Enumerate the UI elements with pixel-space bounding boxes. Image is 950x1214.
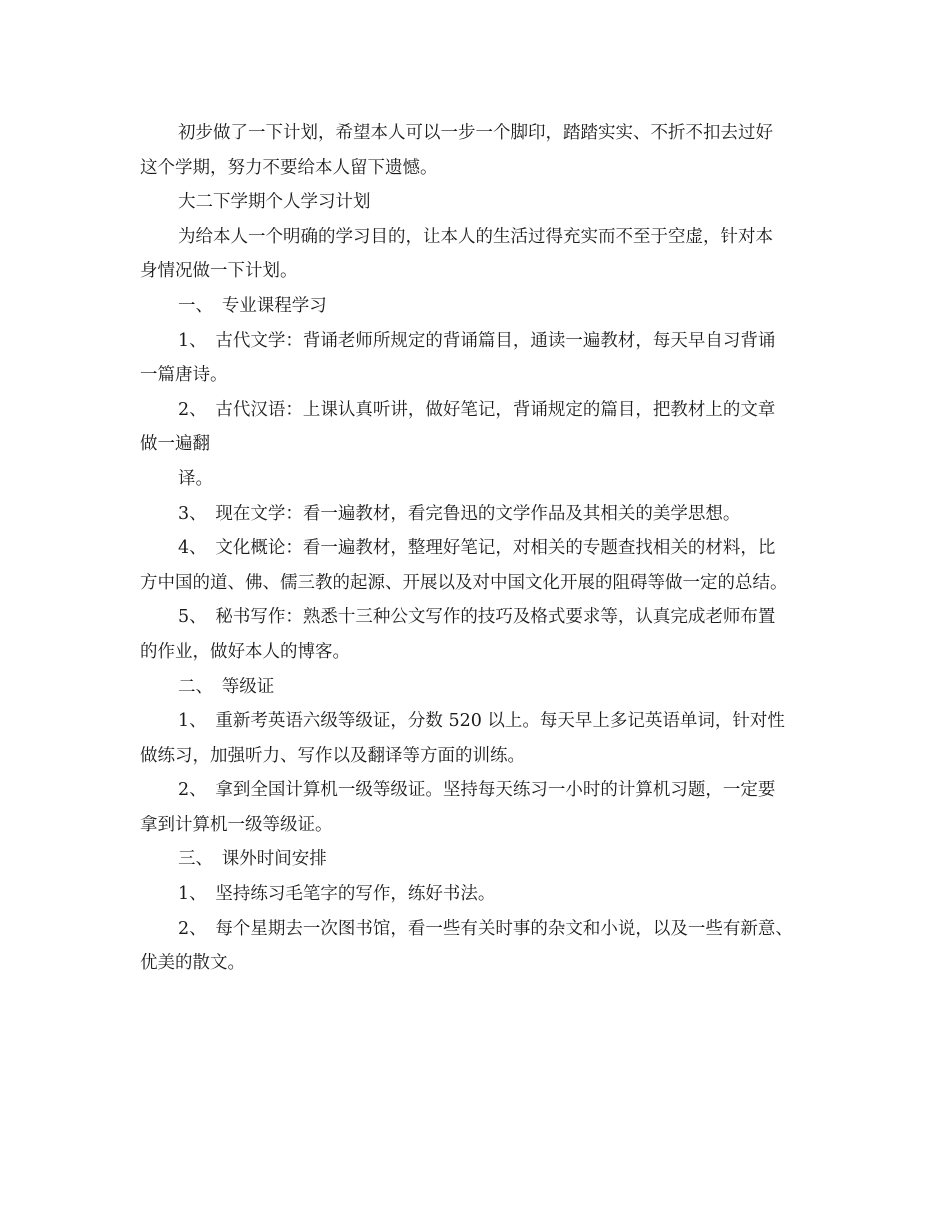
list-item: 1、 古代文学：背诵老师所规定的背诵篇目，通读一遍教材，每天早自习背诵 bbox=[178, 330, 776, 351]
list-item: 2、 古代汉语：上课认真听讲，做好笔记，背诵规定的篇目，把教材上的文章 bbox=[178, 399, 776, 420]
list-item-continuation: 一篇唐诗。 bbox=[140, 365, 228, 386]
list-item-continuation: 拿到计算机一级等级证。 bbox=[140, 814, 333, 835]
list-item-continuation: 优美的散文。 bbox=[140, 953, 245, 974]
document-title: 大二下学期个人学习计划 bbox=[178, 192, 371, 213]
list-item: 2、 每个星期去一次图书馆，看一些有关时事的杂文和小说，以及一些有新意、 bbox=[178, 918, 793, 939]
list-item: 2、 拿到全国计算机一级等级证。坚持每天练习一小时的计算机习题，一定要 bbox=[178, 780, 776, 801]
paragraph-line: 为给本人一个明确的学习目的，让本人的生活过得充实而不至于空虚，针对本 bbox=[178, 226, 773, 247]
paragraph-line: 初步做了一下计划，希望本人可以一步一个脚印，踏踏实实、不折不扣去过好 bbox=[178, 123, 773, 143]
list-item: 5、 秘书写作：熟悉十三种公文写作的技巧及格式要求等，认真完成老师布置 bbox=[178, 607, 776, 628]
list-item-continuation: 做练习，加强听力、写作以及翻译等方面的训练。 bbox=[140, 745, 525, 766]
list-item-continuation: 译。 bbox=[178, 468, 213, 489]
paragraph-line: 身情况做一下计划。 bbox=[140, 261, 298, 282]
list-item-continuation: 做一遍翻 bbox=[140, 434, 210, 455]
section-heading-1: 一、 专业课程学习 bbox=[178, 295, 327, 316]
document-body bbox=[140, 116, 820, 981]
section-heading-2: 二、 等级证 bbox=[178, 676, 275, 697]
list-item-continuation: 的作业，做好本人的博客。 bbox=[140, 641, 350, 662]
list-item: 3、 现在文学：看一遍教材，看完鲁迅的文学作品及其相关的美学思想。 bbox=[178, 503, 741, 524]
section-heading-3: 三、 课外时间安排 bbox=[178, 849, 327, 870]
list-item: 1、 坚持练习毛笔字的写作，练好书法。 bbox=[178, 884, 496, 905]
list-item-continuation: 方中国的道、佛、儒三教的起源、开展以及对中国文化开展的阻碍等做一定的总结。 bbox=[140, 572, 788, 593]
paragraph-line: 这个学期，努力不要给本人留下遗憾。 bbox=[140, 157, 438, 178]
list-item: 4、 文化概论：看一遍教材，整理好笔记，对相关的专题查找相关的材料，比 bbox=[178, 538, 776, 559]
list-item: 1、 重新考英语六级等级证，分数 520 以上。每天早上多记英语单词，针对性 bbox=[178, 711, 785, 732]
